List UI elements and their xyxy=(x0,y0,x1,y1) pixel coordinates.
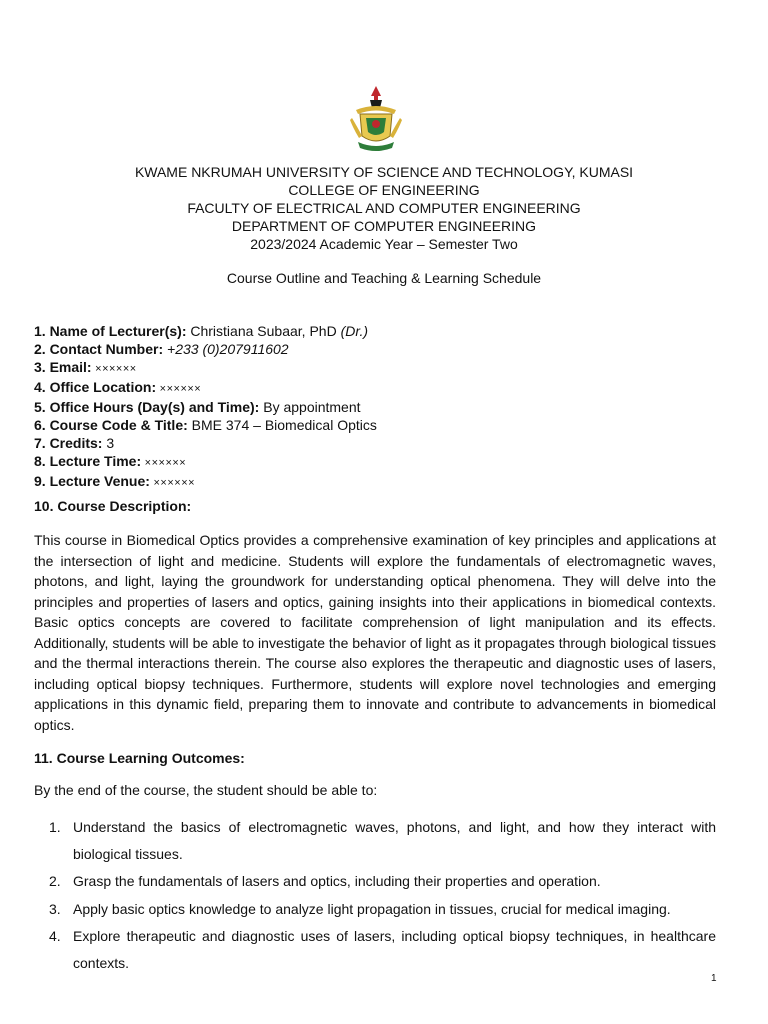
info-value: Christiana Subaar, PhD xyxy=(186,323,341,339)
faculty-name: FACULTY OF ELECTRICAL AND COMPUTER ENGINEERING xyxy=(187,200,581,216)
info-value: ×××××× xyxy=(141,457,187,469)
info-label: 6. Course Code & Title: xyxy=(34,417,188,433)
list-item xyxy=(34,868,716,895)
course-info-list xyxy=(34,322,734,492)
info-credits xyxy=(34,434,734,452)
info-label: 9. Lecture Venue: xyxy=(34,473,150,489)
info-office xyxy=(34,378,734,398)
info-contact xyxy=(34,340,734,358)
list-item-text: Apply basic optics knowledge to analyze light propagation in tissues, crucial for medical imaging. xyxy=(73,900,671,917)
info-lecture-venue xyxy=(34,472,734,492)
list-item-number: 4. xyxy=(49,928,61,944)
info-value: By appointment xyxy=(259,399,361,415)
description-paragraph: This course in Biomedical Optics provides a comprehensive examination of key principles and applications at the intersection of light and medicine. Students will explore the fundamentals of electromagnetic waves, photons, and light, laying the groundwork for understanding optical phenomena. They will delve into the principles and properties of lasers and optics, gaining insights into their applications in biomedical contexts. Basic optics concepts are covered to facilitate comprehension of light manipulation and its effects. Additionally, students will be able to investigate the behavior of light as it propagates through biological tissues and the thermal interactions therein. The course also explores the therapeutic and diagnostic uses of lasers, including optical biopsy techniques. Furthermore, students will explore novel technologies and emerging applications in this dynamic field, preparing them to innovate and contribute to advancements in biomedical optics. xyxy=(34,532,716,733)
list-item xyxy=(34,814,716,867)
list-item-number: 1. xyxy=(49,819,61,835)
university-crest-logo xyxy=(350,84,402,156)
department-name: DEPARTMENT OF COMPUTER ENGINEERING xyxy=(231,218,537,234)
info-label: 3. Email: xyxy=(34,359,92,375)
info-lecturer xyxy=(34,322,734,340)
info-value: BME 374 – Biomedical Optics xyxy=(187,417,377,433)
info-course-code xyxy=(34,416,734,434)
university-name: KWAME NKRUMAH UNIVERSITY OF SCIENCE AND TECHNOLOGY, KUMASI xyxy=(134,164,634,180)
info-label: 4. Office Location: xyxy=(34,379,157,395)
info-label: 5. Office Hours (Day(s) and Time): xyxy=(34,399,260,415)
info-label: 7. Credits: xyxy=(34,435,103,451)
academic-year: 2023/2024 Academic Year – Semester Two xyxy=(250,236,518,252)
list-item-text: Explore therapeutic and diagnostic uses of lasers, including optical biopsy techniques, in healthcare contexts. xyxy=(73,928,716,971)
info-hours xyxy=(34,398,734,416)
list-item-text: Understand the basics of electromagnetic waves, photons, and light, and how they interact with biological tissues. xyxy=(73,819,716,862)
info-value: +233 (0)207911602 xyxy=(163,341,289,357)
info-label: 8. Lecture Time: xyxy=(34,453,142,469)
info-lecture-time xyxy=(34,452,734,472)
info-email xyxy=(34,358,734,378)
outcomes-heading: 11. Course Learning Outcomes: xyxy=(34,750,245,766)
description-heading: 10. Course Description: xyxy=(34,498,192,514)
document-header xyxy=(0,163,768,253)
outline-title: Course Outline and Teaching & Learning Schedule xyxy=(226,270,542,286)
list-item-number: 3. xyxy=(49,900,61,917)
outcomes-intro: By the end of the course, the student should be able to: xyxy=(34,782,378,798)
info-value: 3 xyxy=(102,435,115,451)
list-item xyxy=(34,896,716,923)
info-value: ×××××× xyxy=(91,363,137,375)
info-label: 1. Name of Lecturer(s): xyxy=(34,323,187,339)
list-item-number: 2. xyxy=(49,873,61,889)
page-number: 1 xyxy=(711,973,717,984)
outcomes-list xyxy=(34,814,716,977)
list-item-text: Grasp the fundamentals of lasers and optics, including their properties and operation. xyxy=(73,873,601,889)
info-value: ×××××× xyxy=(156,383,202,395)
list-item xyxy=(34,923,716,976)
info-label: 2. Contact Number: xyxy=(34,341,164,357)
info-value: ×××××× xyxy=(149,477,196,489)
college-name: COLLEGE OF ENGINEERING xyxy=(288,182,480,198)
info-title: (Dr.) xyxy=(340,323,369,339)
